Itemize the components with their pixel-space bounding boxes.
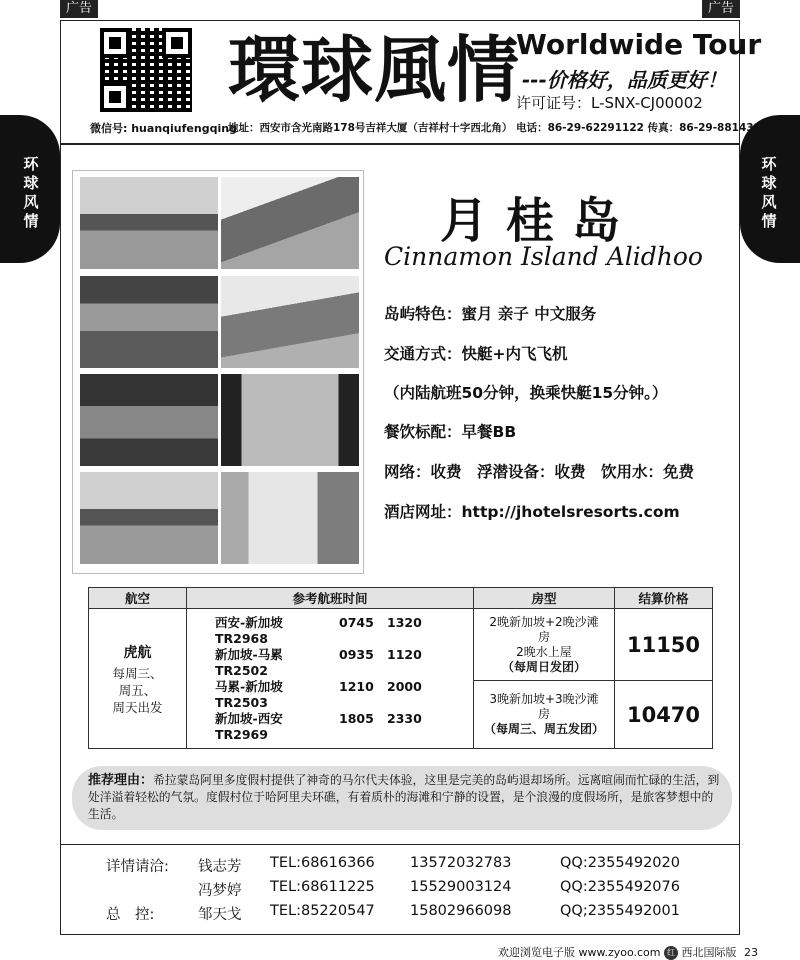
slogan: ---价格好，品质更好！ [522, 68, 727, 92]
island-title: 月桂岛 [440, 193, 639, 249]
restaurant-photo [80, 374, 218, 466]
contact-list [60, 855, 740, 927]
schedule-line: 每周三、 [112, 665, 163, 681]
table-header: 房型 [474, 588, 615, 609]
table-header: 结算价格 [615, 588, 713, 609]
footer-text: 欢迎浏览电子版 www.zyoo.com [497, 946, 661, 959]
island-english-name: Cinnamon Island Alidhoo [384, 242, 703, 271]
contact-name: 钱志芳 [198, 859, 242, 875]
contact-label: 详情请洽: [106, 859, 169, 875]
page-number: 23 [744, 946, 758, 959]
flight-row: 马累-新加坡 TR2503 1210 2000 [215, 678, 422, 710]
feature-line: 网络：收费 浮潜设备：收费 饮用水：免费 [384, 463, 695, 481]
contact-qq: QQ:2355492020 [560, 855, 680, 871]
contact-row [60, 855, 740, 879]
feature-line: 餐饮标配：早餐BB [384, 423, 517, 441]
contact-tel: TEL:85220547 [270, 903, 375, 919]
brand-logo-icon: 红 [664, 946, 678, 960]
airline-cell [89, 609, 187, 749]
villa-exterior-photo [221, 276, 359, 368]
side-tab-right [740, 115, 800, 263]
water-villa-photo [80, 472, 218, 564]
feature-line: （内陆航班50分钟，换乘快艇15分钟。） [384, 384, 668, 402]
contact-divider [60, 844, 740, 845]
edition-label: 西北国际版 [681, 946, 737, 959]
contact-mobile: 15529003124 [410, 879, 512, 895]
contact-qq: QQ:2355492076 [560, 879, 680, 895]
license-number: 许可证号：L-SNX-CJ00002 [516, 94, 703, 112]
price-cell: 10470 [615, 681, 713, 749]
flight-row: 新加坡-西安 TR2969 1805 2330 [215, 710, 422, 742]
table-header: 航空 [89, 588, 187, 609]
contact-row [60, 879, 740, 903]
qr-code-icon [100, 28, 192, 112]
reason-body: 希拉蒙岛阿里多度假村提供了神奇的马尔代夫体验，这里是完美的岛屿退却场所。远离喧闹而忙碌的生活，到处洋溢着轻松的气氛。度假村位于哈阿里夫环礁，有着质朴的海滩和宁静的设置，是个浪漫的度假场所，是旅客梦想中的生活。 [88, 773, 720, 821]
price-table [88, 587, 713, 749]
address-line: 地址：西安市含光南路178号吉祥大厦（吉祥村十字西北角） 电话：86-29-62291122 传真：86-29-88143178 [228, 122, 776, 134]
room-type-cell: 3晚新加坡+3晚沙滩 房 （每周三、周五发团） [474, 681, 615, 749]
header-divider [60, 143, 740, 145]
contact-tel: TEL:68616366 [270, 855, 375, 871]
contact-label: 总 控: [106, 907, 155, 923]
contact-name: 冯梦婷 [198, 883, 242, 899]
side-tab-label: 环球风情 [761, 155, 777, 230]
ad-tag-right: 广告 [702, 0, 740, 18]
table-header-row [89, 588, 713, 609]
bedroom-photo [80, 276, 218, 368]
wechat-id: 微信号: huanqiufengqing [90, 122, 237, 135]
feature-line: 酒店网址：http://jhotelsresorts.com [384, 503, 680, 521]
contact-mobile: 13572032783 [410, 855, 512, 871]
contact-tel: TEL:68611225 [270, 879, 375, 895]
contact-name: 邹天戈 [198, 907, 242, 923]
contact-row [60, 903, 740, 927]
flight-row: 西安-新加坡 TR2968 0745 1320 [215, 614, 422, 646]
schedule-line: 周天出发 [112, 699, 163, 715]
room-type-cell: 2晚新加坡+2晚沙滩 房 2晚水上屋 （每周日发团） [474, 609, 615, 681]
ad-tag-left: 广告 [60, 0, 98, 18]
bathroom-photo [221, 472, 359, 564]
brand-english: Worldwide Tour [516, 28, 762, 61]
brand-title: 環球風情 [228, 27, 521, 112]
flight-row: 新加坡-马累 TR2502 0935 1120 [215, 646, 422, 678]
side-tab-label: 环球风情 [23, 155, 39, 230]
reason-label: 推荐理由： [88, 773, 154, 788]
departure-note: （每周三、周五发团） [483, 722, 604, 736]
water-villa-photo [80, 177, 218, 269]
page-footer [498, 944, 758, 960]
feature-line: 交通方式：快艇+内飞飞机 [384, 345, 568, 363]
lounge-photo [221, 374, 359, 466]
flights-cell [187, 609, 474, 749]
schedule-line: 周五、 [118, 682, 157, 698]
price-cell: 11150 [615, 609, 713, 681]
table-header: 参考航班时间 [187, 588, 474, 609]
pool-villa-photo [221, 177, 359, 269]
table-row [89, 609, 713, 681]
reason-text [88, 772, 724, 823]
contact-qq: QQ;2355492001 [560, 903, 680, 919]
departure-note: （每周日发团） [501, 659, 586, 674]
side-tab-left [0, 115, 60, 263]
contact-mobile: 15802966098 [410, 903, 512, 919]
airline-name: 虎航 [123, 644, 152, 661]
feature-line: 岛屿特色：蜜月 亲子 中文服务 [384, 305, 597, 323]
